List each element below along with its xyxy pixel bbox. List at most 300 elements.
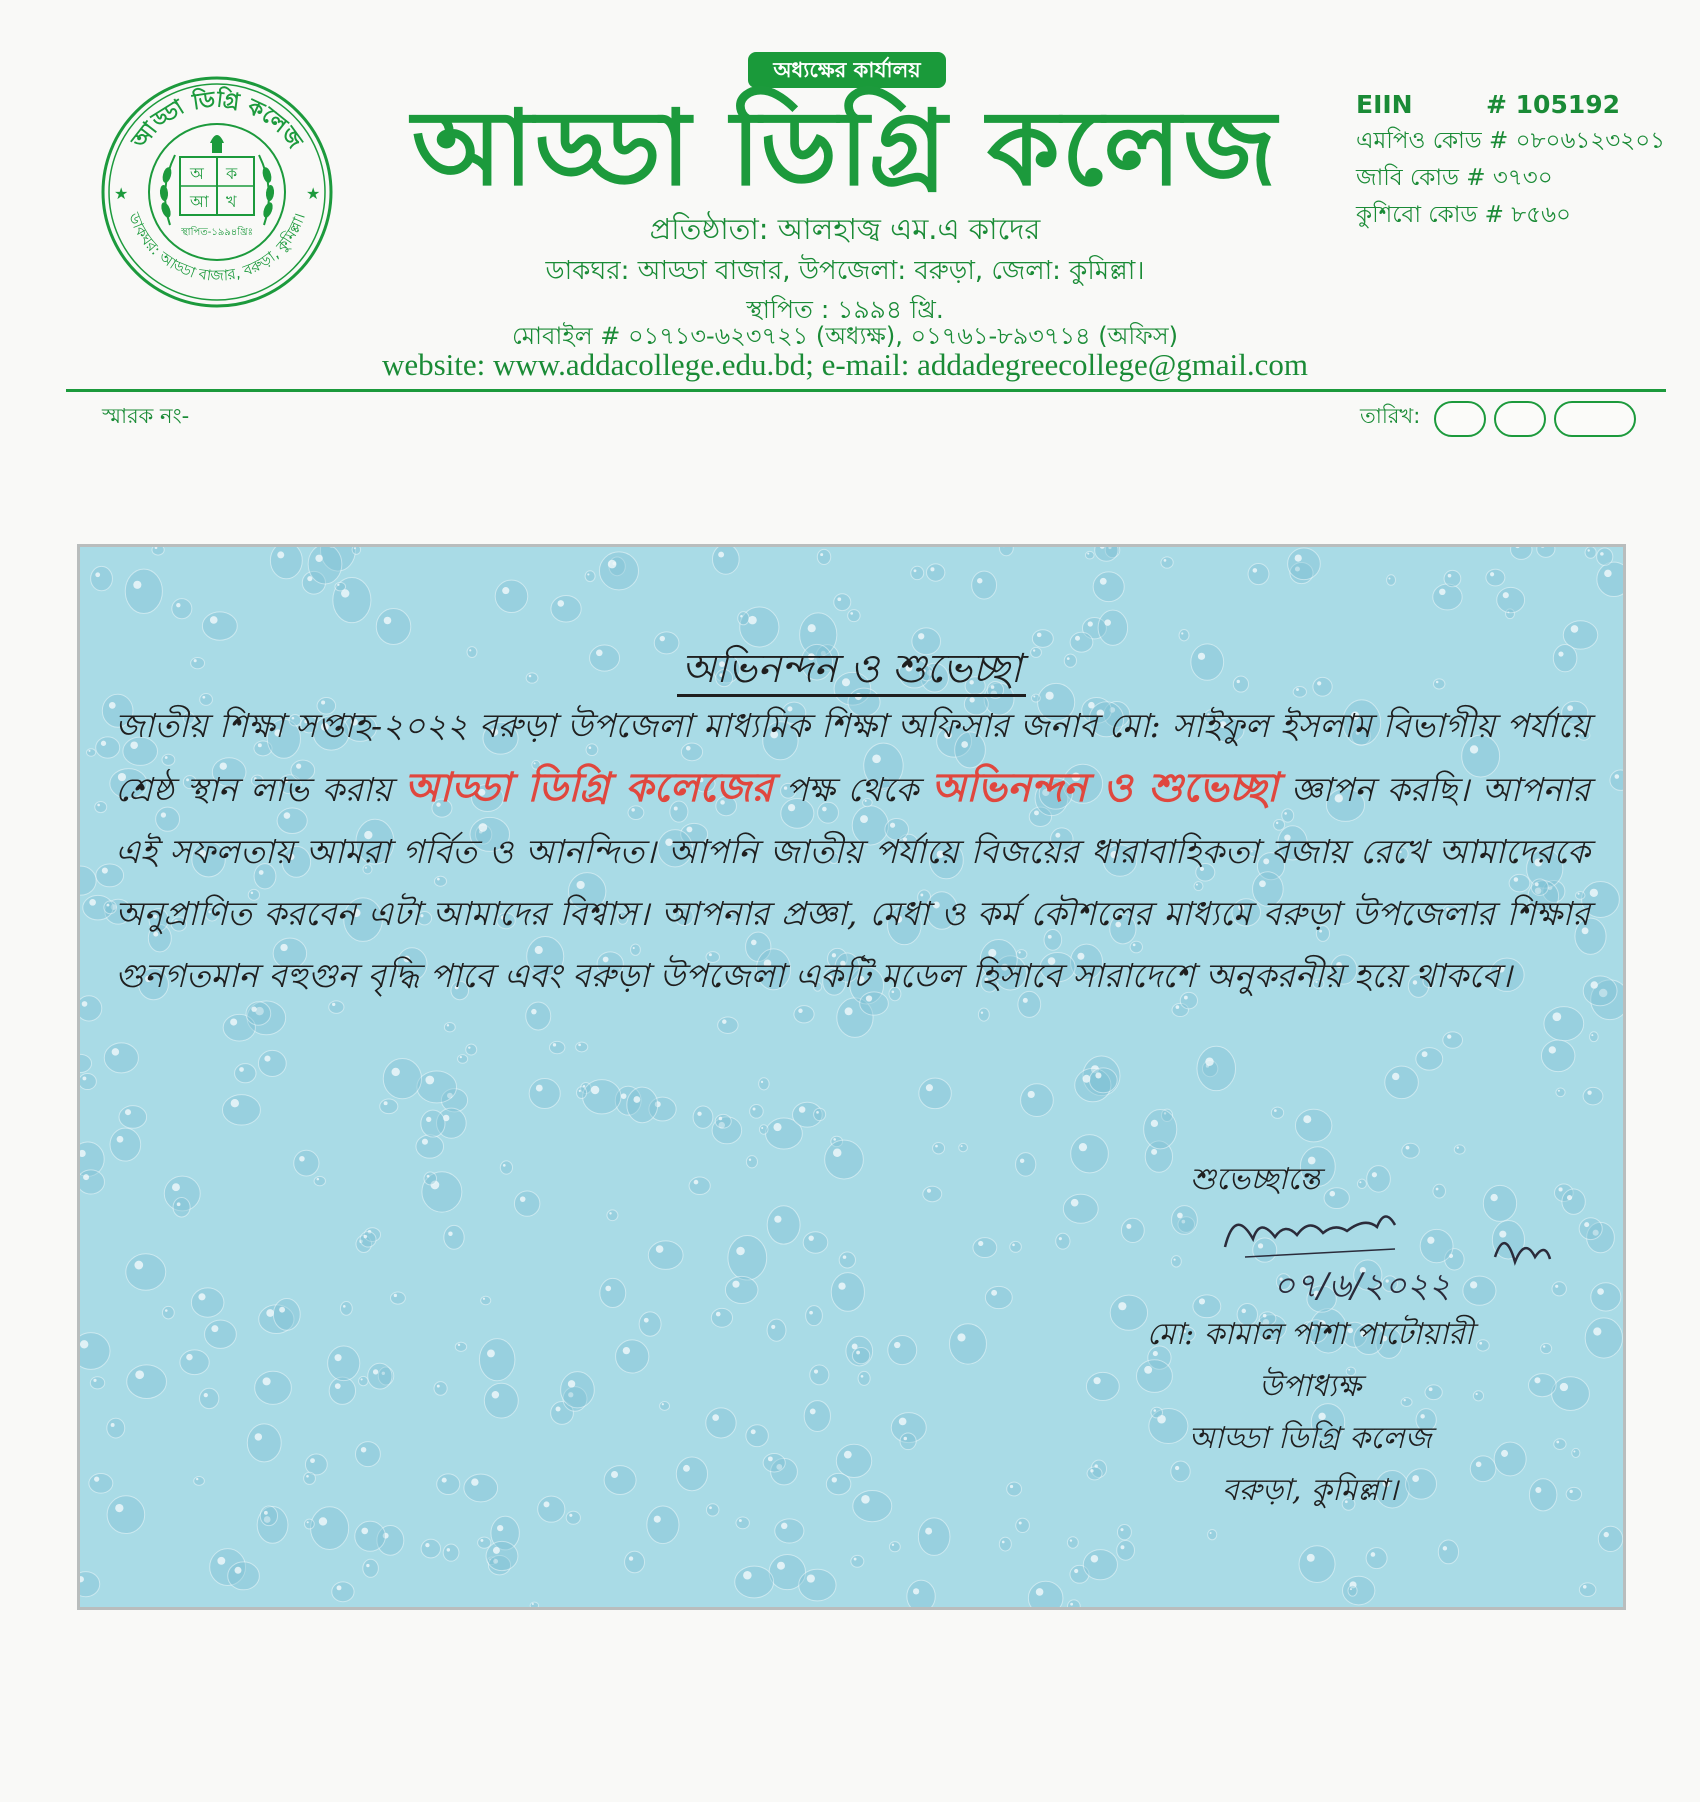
- water-drop-highlight: [497, 1525, 503, 1531]
- water-drop-highlight: [1100, 578, 1107, 585]
- water-drop: [368, 1363, 392, 1389]
- water-drop: [1541, 1040, 1574, 1072]
- water-drop-highlight: [1443, 1546, 1447, 1550]
- water-drop: [455, 1342, 466, 1351]
- water-drop: [443, 1544, 459, 1561]
- water-drop: [600, 1278, 626, 1307]
- water-drop-highlight: [361, 1447, 366, 1452]
- water-drop: [907, 1580, 935, 1607]
- water-drop-highlight: [820, 553, 823, 556]
- water-drop-highlight: [644, 1318, 649, 1323]
- water-drop: [1610, 770, 1623, 790]
- water-drop-highlight: [1593, 1327, 1601, 1335]
- water-drop: [119, 1106, 147, 1129]
- water-drop-highlight: [740, 615, 742, 617]
- water-drop: [1597, 548, 1613, 565]
- water-drop-highlight: [894, 1342, 900, 1348]
- water-drop: [200, 1388, 219, 1408]
- water-drop-highlight: [1590, 889, 1598, 897]
- water-drop-highlight: [1274, 1109, 1277, 1112]
- water-drop-highlight: [718, 552, 724, 558]
- water-drop: [481, 1296, 491, 1304]
- water-drop: [223, 1095, 261, 1125]
- eiin-row: [1356, 86, 1656, 123]
- water-drop-highlight: [1597, 1288, 1604, 1295]
- water-drop-highlight: [629, 1556, 633, 1560]
- water-drop: [107, 1418, 125, 1438]
- water-drop: [923, 1186, 942, 1201]
- water-drop-highlight: [230, 1018, 237, 1025]
- water-drop: [627, 1087, 658, 1123]
- water-drop: [834, 594, 851, 611]
- water-drop-highlight: [1567, 1195, 1572, 1200]
- water-drop-highlight: [1173, 1258, 1175, 1260]
- water-drop: [335, 582, 346, 591]
- water-drop-highlight: [736, 1247, 745, 1256]
- water-drop-highlight: [1120, 1528, 1123, 1531]
- water-drop: [1583, 1087, 1603, 1104]
- water-drop-highlight: [662, 1403, 664, 1405]
- water-drop: [172, 599, 192, 619]
- water-drop: [660, 1402, 670, 1411]
- water-drop-highlight: [850, 612, 853, 615]
- water-drop-highlight: [1350, 1588, 1352, 1590]
- water-drop-highlight: [781, 1523, 787, 1529]
- water-drop: [918, 1518, 950, 1556]
- water-drop-highlight: [263, 1377, 271, 1385]
- water-drop: [173, 1197, 190, 1217]
- water-drop: [577, 1087, 587, 1099]
- water-drop-highlight: [935, 1145, 938, 1148]
- signer-organization: আড্ডা ডিগ্রি কলেজ: [1188, 1421, 1432, 1456]
- water-drop-highlight: [751, 1429, 756, 1434]
- water-drop: [1067, 1600, 1080, 1607]
- water-drop: [1288, 548, 1321, 580]
- water-drop: [693, 1106, 713, 1128]
- water-drop-highlight: [134, 1261, 143, 1270]
- water-drop-highlight: [1079, 1143, 1087, 1151]
- water-drop: [329, 1377, 355, 1404]
- water-drop-highlight: [361, 1528, 368, 1535]
- water-drop-highlight: [861, 1495, 870, 1504]
- water-drop: [80, 1170, 104, 1194]
- water-drop: [1402, 1143, 1419, 1158]
- water-drop-highlight: [1587, 1090, 1591, 1094]
- water-drop: [255, 1371, 292, 1404]
- water-drop-highlight: [93, 1379, 96, 1382]
- water-drop-highlight: [239, 1067, 244, 1072]
- water-drop: [421, 1539, 440, 1558]
- highlight-college: আড্ডা ডিগ্রি কলেজের: [404, 764, 773, 811]
- water-drop: [1585, 547, 1596, 558]
- water-drop: [804, 1401, 830, 1432]
- body-part-1: জাতীয় শিক্ষা সপ্তাহ-২০২২ বরুড়া উপজেলা মাধ্যমিক শিক্ষা অফিসার জনাব মো: সাইফুল ইসলাম বিভাগীয় পর্যায়ে শ্রেষ্ঠ স্থান লাভ করায়: [115, 706, 1590, 809]
- water-drop-highlight: [1591, 1034, 1593, 1036]
- seal-year: স্থাপিত-১৯৯৪খ্রিঃ: [181, 227, 253, 238]
- water-drop: [1010, 1241, 1022, 1252]
- water-drop: [826, 1473, 850, 1494]
- office-badge: অধ্যক্ষের কার্যালয়: [748, 52, 946, 88]
- water-drop: [258, 1050, 286, 1076]
- water-drop: [1093, 572, 1124, 602]
- water-drop: [107, 1496, 145, 1534]
- water-drop-highlight: [732, 1281, 739, 1288]
- water-drop-highlight: [1151, 1120, 1158, 1127]
- date-year-box: [1554, 401, 1636, 437]
- water-drop: [585, 571, 595, 582]
- water-drop: [599, 552, 638, 590]
- water-drop-highlight: [1295, 554, 1302, 561]
- water-drop: [775, 1519, 804, 1543]
- water-drop: [458, 1055, 468, 1064]
- water-drop-highlight: [578, 1044, 581, 1047]
- water-drop-highlight: [753, 1108, 756, 1111]
- water-drop: [270, 547, 302, 579]
- water-drop: [949, 1324, 986, 1364]
- water-drop-highlight: [384, 1101, 388, 1105]
- water-drop: [728, 1236, 767, 1281]
- water-drop-highlight: [1371, 1552, 1376, 1557]
- water-drop-highlight: [961, 1145, 963, 1147]
- water-drop: [999, 1537, 1011, 1551]
- water-drop-highlight: [111, 1423, 115, 1427]
- water-drop: [383, 1059, 421, 1099]
- water-drop: [750, 1105, 764, 1119]
- water-drop: [340, 1302, 352, 1316]
- water-drop: [810, 1365, 829, 1385]
- water-drop-highlight: [266, 1309, 274, 1317]
- water-drop: [839, 1252, 855, 1268]
- water-drop-highlight: [569, 1514, 572, 1517]
- water-drop-highlight: [384, 617, 392, 625]
- water-drop-highlight: [1303, 1115, 1311, 1123]
- water-drop-highlight: [503, 1164, 506, 1167]
- water-drop: [1385, 1066, 1419, 1098]
- water-drop-highlight: [319, 1517, 327, 1525]
- water-drop: [919, 1078, 951, 1109]
- water-drop-highlight: [310, 1458, 315, 1463]
- water-drop-highlight: [722, 1019, 726, 1023]
- date-label: তারিখ:: [1360, 404, 1421, 428]
- water-drop: [273, 1298, 300, 1330]
- water-drop: [110, 1128, 141, 1161]
- water-drop-highlight: [1457, 1146, 1459, 1148]
- water-drop: [858, 1371, 870, 1385]
- water-drop-highlight: [1087, 553, 1089, 555]
- water-drop-highlight: [531, 1009, 536, 1014]
- water-drop: [416, 1135, 444, 1158]
- water-drop: [359, 1376, 369, 1385]
- water-drop-highlight: [391, 1068, 399, 1076]
- water-drop: [825, 1140, 864, 1179]
- water-drop-highlight: [1447, 1034, 1451, 1038]
- water-drop-highlight: [337, 1585, 342, 1590]
- water-drop-highlight: [426, 1117, 431, 1122]
- water-drop: [1085, 551, 1094, 558]
- water-drop: [1366, 1548, 1387, 1569]
- water-drop-highlight: [904, 1437, 908, 1441]
- water-drop: [648, 1241, 683, 1269]
- water-drop-highlight: [447, 1024, 449, 1026]
- seal-ring-top: আড্ডা ডিগ্রি কলেজ: [127, 87, 307, 154]
- water-drop: [1117, 1524, 1131, 1539]
- water-drop-highlight: [977, 578, 982, 583]
- water-drop-highlight: [366, 1564, 369, 1567]
- water-drop-highlight: [1012, 1244, 1015, 1247]
- water-drop: [1591, 1283, 1621, 1311]
- seal-letter: আ: [190, 192, 209, 211]
- water-drop-highlight: [373, 1369, 378, 1374]
- water-drop-highlight: [1372, 1172, 1377, 1177]
- closing-line: শুভেচ্ছান্তে: [1190, 1162, 1321, 1197]
- water-drop: [1544, 1007, 1584, 1041]
- water-drop: [814, 1108, 826, 1120]
- water-drop-highlight: [712, 1414, 719, 1421]
- water-drop-highlight: [394, 1294, 397, 1297]
- water-drop: [1579, 1218, 1602, 1240]
- water-drop-highlight: [425, 1543, 429, 1547]
- seal-letter: ক: [226, 164, 238, 183]
- water-drop: [478, 1537, 491, 1548]
- water-drop-highlight: [196, 1478, 198, 1480]
- water-drop-highlight: [1553, 1012, 1562, 1021]
- water-drop-highlight: [95, 572, 100, 577]
- water-drop: [424, 1172, 436, 1185]
- water-drop: [314, 1176, 325, 1185]
- water-drop-highlight: [335, 1383, 341, 1389]
- water-drop: [759, 1078, 770, 1090]
- water-drop-highlight: [1573, 1450, 1575, 1452]
- water-drop-highlight: [1604, 570, 1611, 577]
- water-drop: [851, 1555, 864, 1567]
- water-drop-highlight: [532, 1603, 534, 1605]
- header-divider: [66, 389, 1666, 392]
- water-drop-highlight: [1448, 574, 1452, 578]
- water-drop: [806, 1306, 823, 1326]
- water-drop-highlight: [94, 1476, 99, 1481]
- water-drop: [1248, 563, 1269, 584]
- water-drop-highlight: [502, 587, 509, 594]
- water-drop-highlight: [299, 1156, 305, 1162]
- water-drop: [194, 1477, 205, 1486]
- water-drop-highlight: [1591, 981, 1598, 988]
- water-drop: [479, 1339, 514, 1381]
- water-drop: [900, 1433, 916, 1450]
- water-drop-highlight: [854, 1558, 857, 1561]
- water-drop-highlight: [1121, 1545, 1125, 1549]
- water-drop-highlight: [553, 1043, 556, 1046]
- water-drop-highlight: [1600, 552, 1604, 556]
- water-drop-highlight: [306, 1475, 309, 1478]
- water-drop: [1497, 587, 1525, 612]
- water-drop-highlight: [176, 603, 180, 607]
- water-drop: [1171, 1256, 1181, 1267]
- water-drop-highlight: [761, 1127, 763, 1129]
- water-drop: [1444, 570, 1461, 586]
- water-drop: [80, 866, 96, 895]
- water-drop: [1067, 1537, 1078, 1548]
- water-drop: [95, 802, 107, 813]
- water-drop-highlight: [468, 1046, 470, 1048]
- water-drop-highlight: [697, 1112, 701, 1116]
- greeting-heading: [80, 637, 1623, 704]
- water-drop-highlight: [556, 1406, 561, 1411]
- water-drop-highlight: [471, 1478, 478, 1485]
- water-drop-highlight: [1095, 1072, 1101, 1078]
- water-drop-highlight: [1059, 1237, 1062, 1240]
- water-drop: [530, 1602, 538, 1607]
- water-drop-highlight: [1359, 1181, 1361, 1183]
- water-drop-highlight: [1406, 1146, 1410, 1150]
- water-drop-highlight: [683, 1465, 690, 1472]
- water-drop: [911, 566, 924, 579]
- water-drop-highlight: [210, 616, 218, 624]
- water-drop-highlight: [115, 1504, 123, 1512]
- water-drop-highlight: [437, 1385, 440, 1388]
- water-drop-highlight: [557, 600, 564, 607]
- water-drop: [1443, 1032, 1463, 1048]
- water-drop-highlight: [1587, 549, 1589, 551]
- water-drop-highlight: [1104, 619, 1110, 625]
- water-drop-highlight: [427, 1175, 430, 1178]
- water-drop-highlight: [1388, 577, 1390, 579]
- water-drop-highlight: [1422, 1051, 1428, 1057]
- water-drop: [852, 1347, 869, 1363]
- water-drop-highlight: [798, 1009, 802, 1013]
- water-drop-highlight: [608, 560, 617, 569]
- water-drop-highlight: [447, 1548, 450, 1551]
- water-drop: [853, 1490, 892, 1521]
- water-drop: [360, 1232, 376, 1247]
- water-drop: [985, 1286, 1012, 1308]
- institution-codes: [1356, 86, 1666, 234]
- college-seal: [100, 75, 335, 310]
- water-drop-highlight: [1583, 1585, 1587, 1589]
- water-drop: [444, 1225, 464, 1249]
- water-drop: [180, 1350, 209, 1375]
- water-drop-highlight: [1091, 1555, 1099, 1563]
- founder-line: প্রতিষ্ঠাতা: আলহাজ্ব এম.এ কাদের: [649, 212, 1041, 246]
- water-drop-highlight: [1490, 572, 1494, 576]
- water-drop: [228, 1562, 260, 1590]
- seal-letter: খ: [226, 192, 237, 211]
- water-drop: [1144, 1110, 1177, 1149]
- water-drop: [80, 1054, 92, 1072]
- water-drop-highlight: [97, 804, 100, 807]
- svg-text:★: ★: [114, 184, 129, 203]
- water-drop: [767, 1319, 786, 1341]
- water-drop-highlight: [861, 1375, 864, 1378]
- water-drop: [90, 1377, 104, 1389]
- water-drop: [1095, 547, 1118, 561]
- water-drop: [746, 1425, 768, 1447]
- water-drop: [576, 1042, 588, 1052]
- water-drop-highlight: [1584, 1222, 1589, 1227]
- date-month-box: [1494, 401, 1546, 437]
- water-drop: [715, 1114, 731, 1128]
- water-drop: [305, 1454, 327, 1475]
- water-drop-highlight: [82, 1076, 86, 1080]
- water-drop: [738, 612, 749, 625]
- water-drop-highlight: [808, 624, 816, 632]
- water-drop: [1016, 1153, 1036, 1177]
- water-drop-highlight: [1253, 568, 1258, 573]
- water-drop-highlight: [1569, 1490, 1572, 1493]
- water-drop-highlight: [343, 1305, 346, 1308]
- water-drop: [1121, 1218, 1144, 1242]
- water-drop-highlight: [335, 1354, 342, 1361]
- water-drop-highlight: [1181, 632, 1183, 634]
- water-drop-highlight: [1556, 1441, 1559, 1444]
- water-drop-highlight: [279, 1307, 285, 1313]
- water-drop-highlight: [487, 1350, 495, 1358]
- water-drop: [421, 1110, 445, 1137]
- water-drop-highlight: [102, 867, 108, 873]
- water-drop-highlight: [1604, 1532, 1609, 1537]
- water-drop: [308, 547, 342, 584]
- water-drop-highlight: [768, 1456, 773, 1461]
- nu-code: জাবি কোড # ৩৭৩০: [1356, 165, 1553, 191]
- memo-number-label: স্মারক নং-: [102, 404, 190, 428]
- water-drop: [1271, 1107, 1283, 1118]
- water-drop: [1117, 1541, 1135, 1561]
- water-drop: [1016, 1518, 1030, 1532]
- water-drop: [1007, 1482, 1022, 1496]
- water-drop-highlight: [198, 1293, 205, 1300]
- water-drop-highlight: [773, 1123, 781, 1131]
- water-drop: [466, 1044, 477, 1055]
- water-drop-highlight: [425, 1076, 434, 1085]
- water-drop-highlight: [799, 1106, 806, 1113]
- water-drop: [794, 1006, 814, 1023]
- water-drop-highlight: [1392, 1073, 1399, 1080]
- water-drop-highlight: [709, 1506, 712, 1509]
- water-drop-highlight: [255, 1433, 262, 1440]
- water-drop-highlight: [1036, 1588, 1044, 1596]
- water-drop: [162, 1306, 174, 1318]
- water-drop: [836, 1444, 871, 1477]
- water-drop-highlight: [422, 1139, 428, 1145]
- water-drop: [767, 1206, 800, 1244]
- water-drop: [1295, 1109, 1331, 1142]
- water-drop: [1208, 1529, 1217, 1539]
- water-drop: [549, 1041, 564, 1053]
- water-drop: [1566, 1487, 1581, 1500]
- water-drop: [1552, 1377, 1590, 1411]
- water-drop-highlight: [591, 1086, 599, 1094]
- water-drop-highlight: [832, 1477, 837, 1482]
- mobile-line: মোবাইল # ০১৭১৩-৬২৩৭২১ (অধ্যক্ষ), ০১৭৬১-৮৯৩৭১৪ (অফিস): [511, 322, 1179, 350]
- water-drop-highlight: [165, 1309, 168, 1312]
- water-drop: [999, 547, 1013, 556]
- water-drop: [831, 1273, 864, 1312]
- water-drop: [87, 749, 96, 756]
- body-part-3: জ্ঞাপন করছি। আপনার এই সফলতায় আমরা গর্বিত ও আনন্দিত। আপনি জাতীয় পর্যায়ে বিজয়ের ধারাবাহিকতা বজায় রেখে আমাদেরকে অনুপ্রাণিত করবেন এটা আমাদের বিশ্বাস। আপনার প্রজ্ঞা, মেধা ও কর্ম কৌশলের মাধ্যমে বরুড়া উপজেলার শিক্ষার গুনগতমান বহুগুন বৃদ্ধি পাবে এবং বরুড়া উপজেলা একটি মডেল হিসাবে সারাদেশে অনুকরনীয় হয়ে থাকবে।: [115, 770, 1590, 995]
- water-drop-highlight: [1126, 1224, 1131, 1229]
- water-drop: [538, 1496, 565, 1522]
- water-drop: [1056, 1233, 1070, 1249]
- water-drop: [1585, 1318, 1622, 1358]
- water-drop-highlight: [899, 1418, 907, 1426]
- water-drop-highlight: [361, 1378, 363, 1380]
- water-drop-highlight: [926, 1084, 933, 1091]
- water-drop-highlight: [843, 1255, 847, 1259]
- mpo-code: এমপিও কোড # ০৮০৬১২৩২০১: [1356, 128, 1666, 154]
- svg-text:★: ★: [306, 184, 321, 203]
- water-drop: [417, 1071, 457, 1103]
- water-drop-highlight: [1010, 1485, 1013, 1488]
- greeting-heading-text: অভিনন্দন ও শুভেচ্ছা: [677, 646, 1025, 697]
